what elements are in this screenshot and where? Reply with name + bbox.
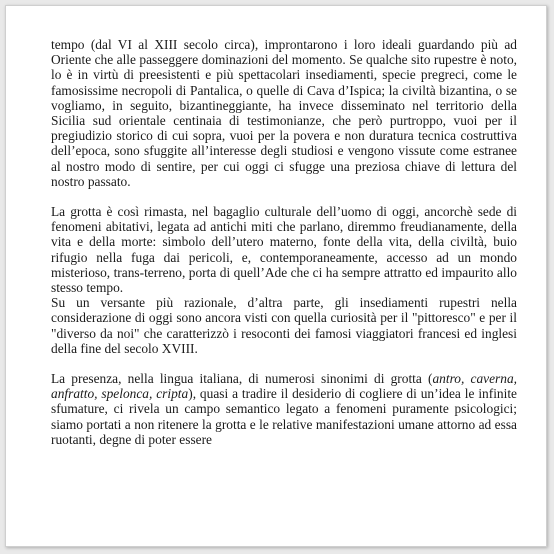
paragraph-4-start: La presenza, nella lingua italiana, di numerosi sinonimi di grotta (	[51, 371, 433, 387]
paragraph-4-end: ), quasi a tradire il desiderio di cogliere di un’idea le infinite sfumature, ci rivela un campo semantico legato a fenomeni puramente psicologici; siamo portati a non ritenere la grotta e le relative manifestazioni umane attorno ad essa ruotanti, degne di poter essere	[51, 386, 517, 447]
paragraph-gap	[51, 356, 517, 371]
text-block	[51, 37, 517, 447]
paragraph-4	[51, 371, 517, 447]
document-page	[5, 5, 547, 547]
paragraph-2: La grotta è così rimasta, nel bagaglio culturale dell’uomo di oggi, ancorchè sede di fenomeni abitativi, legata ad antichi miti che parlano, diremmo freudianamente, della vita e della morte: simbolo dell’utero materno, fonte della vita, della civiltà, buio rifugio nella fuga dai pericoli, e, contemporaneamente, accesso ad un mondo misterioso, trans-terreno, porta di quell’Ade che ci ha sempre attratto ed impaurito allo stesso tempo.	[51, 204, 517, 296]
paragraph-4-italic-synonyms: antro, caverna, anfratto, spelonca, cripta	[51, 371, 517, 402]
paragraph-gap	[51, 189, 517, 204]
paragraph-3: Su un versante più razionale, d’altra parte, gli insediamenti rupestri nella considerazione di oggi sono ancora visti con quella curiosità per il "pittoresco" e per il "diverso da noi" che caratterizzò i resoconti dei famosi viaggiatori francesi ed inglesi della fine del secolo XVIII.	[51, 295, 517, 356]
paragraph-1: tempo (dal VI al XIII secolo circa), improntarono i loro ideali guardando più ad Oriente che alle passeggere dominazioni del momento. Se qualche sito rupestre è noto, lo è in virtù di preesistenti e più spettacolari insediamenti, specie pregreci, come le famosissime necropoli di Pantalica, o quelle di Cava d’Ispica; la civiltà bizantina, o se vogliamo, in seguito, bizantineggiante, ha invece disseminato nel territorio della Sicilia sud orientale centinaia di testimonianze, che però purtroppo, vuoi per il pregiudizio storico di cui sopra, vuoi per la povera e non duratura tecnica costruttiva dell’epoca, sono sfuggite all’interesse degli studiosi e vengono vissute come estranee al nostro modo di sentire, per cui oggi ci sfugge una preziosa chiave di lettura del nostro passato.	[51, 37, 517, 189]
